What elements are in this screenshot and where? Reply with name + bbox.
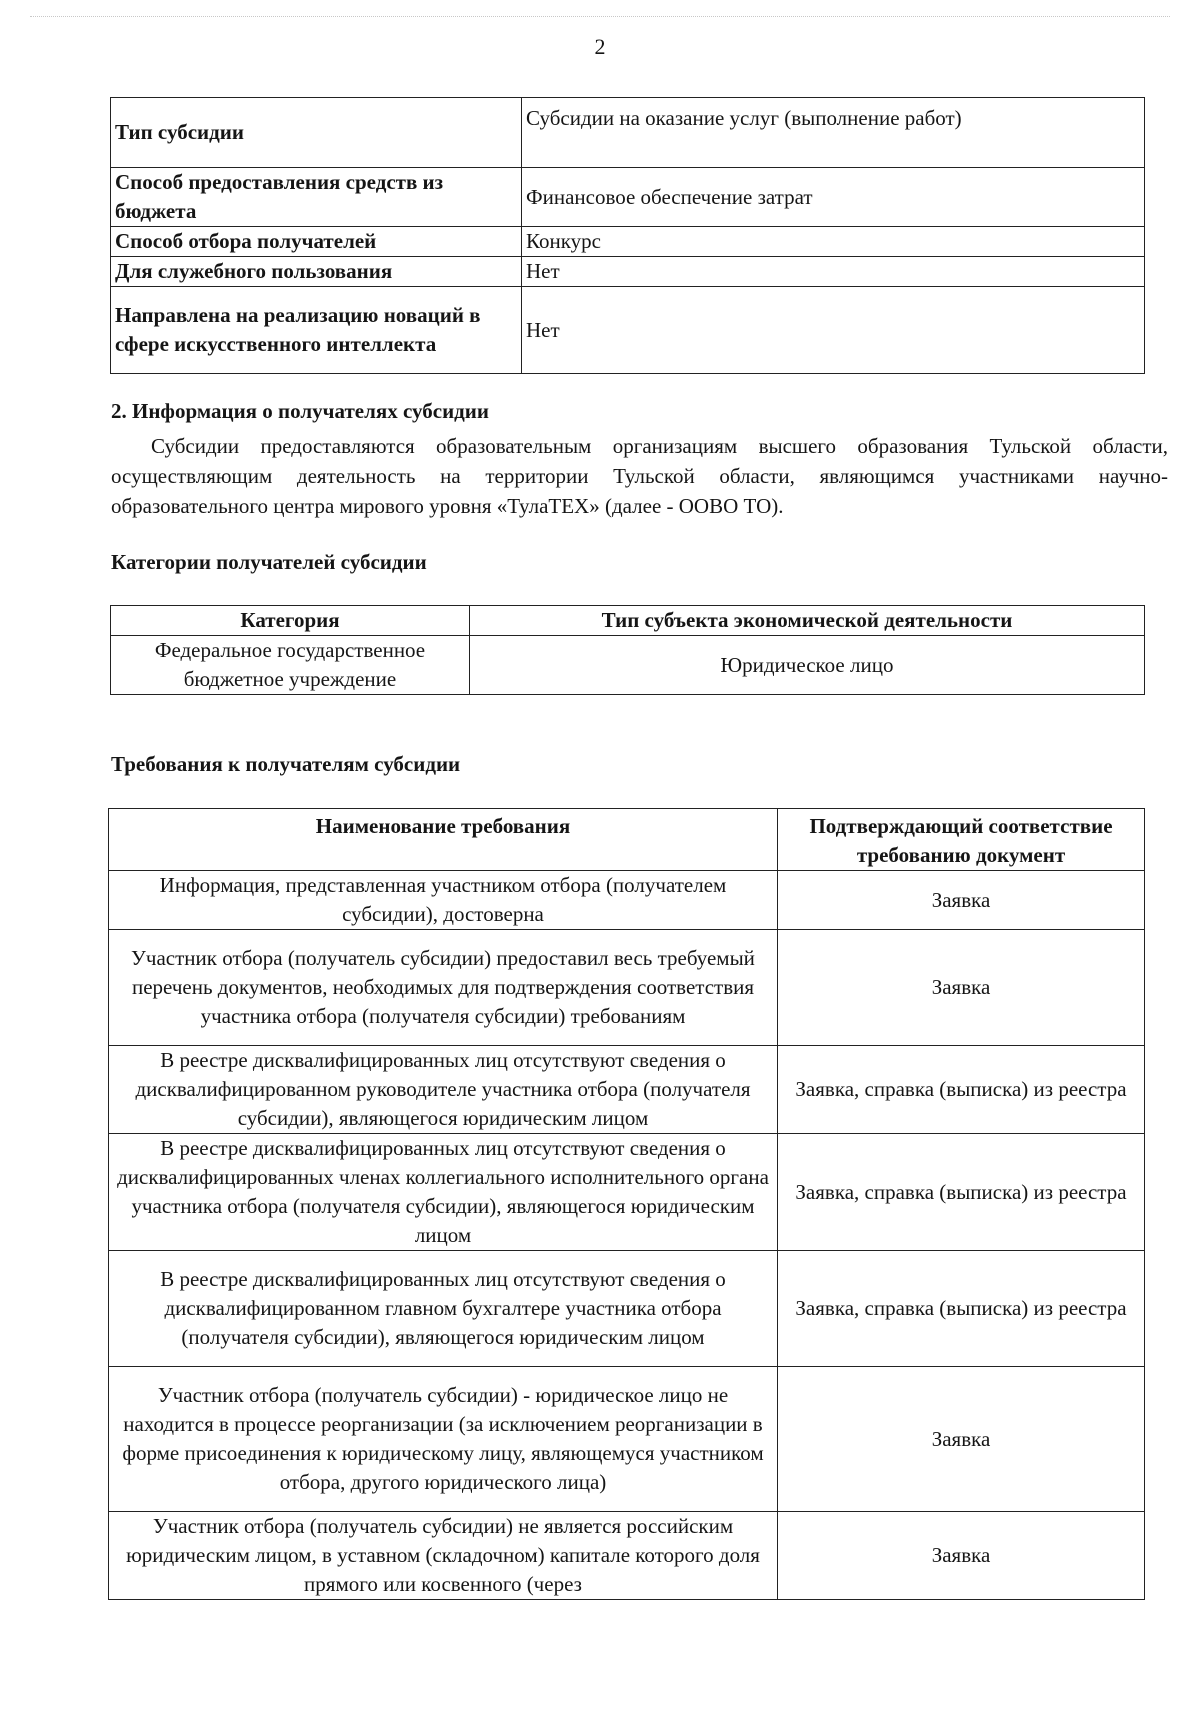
requirement-document: Заявка	[778, 1367, 1145, 1512]
table-row	[111, 287, 1145, 374]
table-row	[109, 871, 1145, 930]
row-label: Направлена на реализацию новаций в сфере искусственного интеллекта	[111, 287, 522, 374]
column-header: Тип субъекта экономической деятельности	[470, 606, 1145, 636]
row-value: Нет	[522, 257, 1145, 287]
page-number: 2	[594, 34, 606, 59]
row-value: Субсидии на оказание услуг (выполнение работ)	[522, 98, 1145, 168]
requirement-document: Заявка	[778, 871, 1145, 930]
subsidy-info-table	[110, 97, 1145, 374]
table-row	[109, 1367, 1145, 1512]
scan-edge-line	[30, 16, 1170, 17]
table-row	[109, 1512, 1145, 1600]
row-value: Конкурс	[522, 227, 1145, 257]
categories-title: Категории получателей субсидии	[111, 550, 427, 574]
row-label: Способ отбора получателей	[111, 227, 522, 257]
table-row	[109, 1046, 1145, 1134]
requirement-name: Участник отбора (получатель субсидии) - юридическое лицо не находится в процессе реорганизации (за исключением реорганизации в форме присоединения к юридическому лицу, являющемуся участником отбора, другого юридического лица)	[109, 1367, 778, 1512]
table-row	[111, 168, 1145, 227]
row-value: Финансовое обеспечение затрат	[522, 168, 1145, 227]
row-label: Тип субсидии	[111, 98, 522, 168]
row-value: Нет	[522, 287, 1145, 374]
requirement-document: Заявка, справка (выписка) из реестра	[778, 1251, 1145, 1367]
requirement-document: Заявка, справка (выписка) из реестра	[778, 1134, 1145, 1251]
table-row	[109, 1134, 1145, 1251]
requirement-name: Информация, представленная участником отбора (получателем субсидии), достоверна	[109, 871, 778, 930]
requirements-title: Требования к получателям субсидии	[111, 752, 461, 776]
section-title: 2. Информация о получателях субсидии	[111, 399, 489, 423]
type-cell: Юридическое лицо	[470, 636, 1145, 695]
requirement-name: В реестре дисквалифицированных лиц отсутствуют сведения о дисквалифицированном руководителе участника отбора (получателя субсидии), являющегося юридическим лицом	[109, 1046, 778, 1134]
section-paragraph: Субсидии предоставляются образовательным организациям высшего образования Тульской области, осуществляющим деятельность на территории Тульской области, являющимся участниками научно-образовательного центра мирового уровня «ТулаТЕХ» (далее - ООВО ТО).	[111, 434, 1168, 518]
column-header: Категория	[111, 606, 470, 636]
table-row	[111, 98, 1145, 168]
requirements-table	[108, 808, 1145, 1600]
table-row	[111, 227, 1145, 257]
category-cell: Федеральное государственное бюджетное учреждение	[111, 636, 470, 695]
table-header-row	[111, 606, 1145, 636]
requirement-name: В реестре дисквалифицированных лиц отсутствуют сведения о дисквалифицированных членах коллегиального исполнительного органа участника отбора (получателя субсидии), являющегося юридическим лицом	[109, 1134, 778, 1251]
table-header-row	[109, 809, 1145, 871]
requirement-document: Заявка	[778, 930, 1145, 1046]
table-row	[111, 257, 1145, 287]
table-row	[109, 1251, 1145, 1367]
column-header: Наименование требования	[109, 809, 778, 871]
row-label: Для служебного пользования	[111, 257, 522, 287]
categories-table	[110, 605, 1145, 695]
table-row	[109, 930, 1145, 1046]
requirement-document: Заявка, справка (выписка) из реестра	[778, 1046, 1145, 1134]
requirement-name: В реестре дисквалифицированных лиц отсутствуют сведения о дисквалифицированном главном бухгалтере участника отбора (получателя субсидии), являющегося юридическим лицом	[109, 1251, 778, 1367]
table-row	[111, 636, 1145, 695]
requirement-name: Участник отбора (получатель субсидии) предоставил весь требуемый перечень документов, необходимых для подтверждения соответствия участника отбора (получателя субсидии) требованиям	[109, 930, 778, 1046]
requirement-document: Заявка	[778, 1512, 1145, 1600]
requirement-name: Участник отбора (получатель субсидии) не является российским юридическим лицом, в уставном (складочном) капитале которого доля прямого или косвенного (через	[109, 1512, 778, 1600]
column-header: Подтверждающий соответствие требованию документ	[778, 809, 1145, 871]
row-label: Способ предоставления средств из бюджета	[111, 168, 522, 227]
